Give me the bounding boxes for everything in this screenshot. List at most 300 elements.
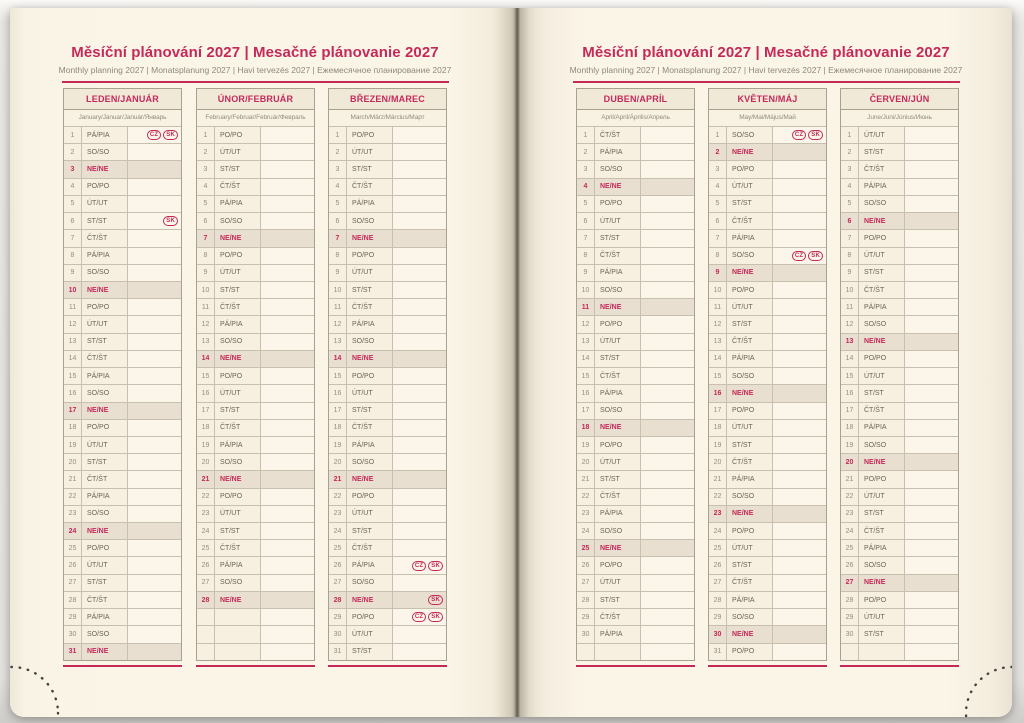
day-abbrev: ST/ST [215, 161, 261, 177]
day-note-cell [261, 557, 314, 573]
day-number: 31 [709, 644, 727, 660]
day-number: 28 [709, 592, 727, 608]
day-abbrev: PO/PO [727, 161, 773, 177]
day-row [64, 213, 181, 230]
day-abbrev: NE/NE [215, 351, 261, 367]
day-row [709, 230, 826, 247]
day-note-cell [773, 454, 826, 470]
day-row [329, 334, 446, 351]
day-row [197, 609, 314, 626]
day-abbrev: ÚT/UT [82, 316, 128, 332]
day-note-cell [128, 334, 181, 350]
day-number: 22 [841, 489, 859, 505]
day-note-cell [128, 351, 181, 367]
day-abbrev: SO/SO [82, 626, 128, 642]
day-abbrev: PÁ/PIA [347, 316, 393, 332]
day-row [841, 506, 958, 523]
day-note-cell [261, 196, 314, 212]
day-note-cell [261, 316, 314, 332]
day-abbrev: ČT/ŠT [82, 230, 128, 246]
day-abbrev: ÚT/UT [727, 540, 773, 556]
day-row [329, 540, 446, 557]
day-note-cell [905, 316, 958, 332]
day-abbrev: ČT/ŠT [727, 454, 773, 470]
day-note-cell [128, 644, 181, 660]
day-number: 7 [841, 230, 859, 246]
day-note-cell [773, 127, 826, 143]
month-days [841, 127, 958, 660]
day-abbrev: PO/PO [859, 351, 905, 367]
day-abbrev: ČT/ŠT [82, 592, 128, 608]
day-note-cell [905, 127, 958, 143]
day-note-cell [261, 127, 314, 143]
day-note-cell [641, 230, 694, 246]
day-row [329, 127, 446, 144]
day-note-cell [128, 609, 181, 625]
day-note-cell [905, 592, 958, 608]
day-abbrev: ČT/ŠT [727, 213, 773, 229]
day-number: 27 [841, 575, 859, 591]
day-row [841, 454, 958, 471]
day-row [841, 471, 958, 488]
day-abbrev: ST/ST [859, 626, 905, 642]
day-note-cell [393, 144, 446, 160]
day-row [197, 213, 314, 230]
day-abbrev: ST/ST [347, 161, 393, 177]
day-note-cell [773, 506, 826, 522]
day-row [841, 334, 958, 351]
day-number: 9 [197, 265, 215, 281]
month-underline [708, 665, 827, 667]
month-table [63, 88, 182, 661]
day-number [577, 644, 595, 660]
day-row [841, 626, 958, 643]
day-number: 19 [841, 437, 859, 453]
day-number: 4 [577, 179, 595, 195]
day-number: 30 [577, 626, 595, 642]
day-note-cell [773, 575, 826, 591]
day-note-cell [773, 626, 826, 642]
day-note-cell [905, 248, 958, 264]
day-note-cell [905, 557, 958, 573]
day-number: 17 [709, 403, 727, 419]
day-note-cell [261, 334, 314, 350]
day-note-cell [641, 489, 694, 505]
day-note-cell [773, 523, 826, 539]
day-row [329, 506, 446, 523]
day-row [577, 248, 694, 265]
day-row [577, 230, 694, 247]
day-number: 8 [329, 248, 347, 264]
day-number: 13 [329, 334, 347, 350]
day-abbrev: ST/ST [859, 265, 905, 281]
day-number: 26 [197, 557, 215, 573]
day-note-cell [905, 609, 958, 625]
day-row [709, 626, 826, 643]
day-note-cell [393, 471, 446, 487]
day-abbrev: PÁ/PIA [727, 471, 773, 487]
day-note-cell [905, 506, 958, 522]
holiday-badge-cz: CZ [792, 251, 806, 261]
day-note-cell [393, 592, 446, 608]
day-note-cell [773, 557, 826, 573]
month-name: KVĚTEN/MÁJ [709, 89, 826, 110]
day-note-cell [905, 213, 958, 229]
day-abbrev: SO/SO [347, 334, 393, 350]
page-title: Měsíční plánování 2027 | Mesačné plánovanie 2027 [71, 44, 439, 61]
holiday-badge-cz: CZ [412, 612, 426, 622]
day-abbrev: PO/PO [727, 403, 773, 419]
day-note-cell [641, 557, 694, 573]
holiday-badge-sk: SK [808, 130, 823, 140]
day-abbrev: NE/NE [595, 420, 641, 436]
day-row [709, 334, 826, 351]
day-number: 11 [64, 299, 82, 315]
day-number: 31 [64, 644, 82, 660]
day-note-cell [641, 127, 694, 143]
day-abbrev: PO/PO [215, 127, 261, 143]
day-number: 12 [197, 316, 215, 332]
day-note-cell [261, 248, 314, 264]
day-number: 15 [841, 368, 859, 384]
day-row [709, 506, 826, 523]
day-number: 2 [64, 144, 82, 160]
day-note-cell [393, 230, 446, 246]
day-note-cell [128, 506, 181, 522]
day-note-cell [128, 282, 181, 298]
day-note-cell [128, 403, 181, 419]
day-row [64, 523, 181, 540]
day-row [577, 644, 694, 660]
day-number: 20 [577, 454, 595, 470]
book-spine [497, 8, 537, 717]
day-abbrev: PÁ/PIA [595, 144, 641, 160]
day-number: 14 [197, 351, 215, 367]
day-abbrev: ČT/ŠT [595, 127, 641, 143]
day-note-cell [261, 179, 314, 195]
day-number: 29 [841, 609, 859, 625]
day-number: 8 [197, 248, 215, 264]
day-number: 16 [197, 385, 215, 401]
day-row [64, 282, 181, 299]
day-abbrev: SO/SO [727, 248, 773, 264]
month-languages: June/Juni/Június/Июнь [841, 110, 958, 127]
day-abbrev: ÚT/UT [215, 385, 261, 401]
day-row [577, 454, 694, 471]
day-number: 23 [841, 506, 859, 522]
day-number: 25 [709, 540, 727, 556]
day-note-cell [393, 609, 446, 625]
day-number: 21 [577, 471, 595, 487]
day-row [64, 127, 181, 144]
day-number: 13 [709, 334, 727, 350]
day-abbrev: ST/ST [82, 454, 128, 470]
day-abbrev: PÁ/PIA [859, 299, 905, 315]
day-number: 21 [197, 471, 215, 487]
day-abbrev [215, 644, 261, 660]
day-note-cell [905, 368, 958, 384]
day-abbrev: ČT/ŠT [347, 179, 393, 195]
day-number: 27 [329, 575, 347, 591]
day-row [197, 489, 314, 506]
day-abbrev: ÚT/UT [595, 213, 641, 229]
month-grid [63, 88, 182, 661]
day-abbrev: PÁ/PIA [595, 265, 641, 281]
day-note-cell [773, 540, 826, 556]
day-row [577, 368, 694, 385]
day-abbrev: PO/PO [859, 471, 905, 487]
day-number: 25 [329, 540, 347, 556]
day-abbrev: ČT/ŠT [859, 523, 905, 539]
day-abbrev: ÚT/UT [347, 265, 393, 281]
month-days [64, 127, 181, 660]
day-abbrev: ÚT/UT [82, 196, 128, 212]
day-note-cell [641, 609, 694, 625]
day-abbrev: SO/SO [347, 575, 393, 591]
day-row [577, 282, 694, 299]
day-row [197, 179, 314, 196]
day-row [841, 368, 958, 385]
day-note-cell [128, 385, 181, 401]
day-row [841, 420, 958, 437]
day-row [709, 385, 826, 402]
day-row [64, 144, 181, 161]
day-abbrev: ÚT/UT [859, 489, 905, 505]
day-number: 4 [329, 179, 347, 195]
day-row [577, 144, 694, 161]
day-number: 17 [577, 403, 595, 419]
day-number: 26 [329, 557, 347, 573]
day-note-cell [261, 230, 314, 246]
day-note-cell [128, 248, 181, 264]
day-row [709, 213, 826, 230]
day-abbrev: SO/SO [82, 506, 128, 522]
corner-perforation-arc-left [10, 653, 72, 717]
day-number: 10 [197, 282, 215, 298]
day-note-cell [641, 368, 694, 384]
day-row [197, 523, 314, 540]
day-abbrev: PÁ/PIA [215, 557, 261, 573]
day-note-cell [641, 144, 694, 160]
day-row [577, 179, 694, 196]
day-number: 25 [577, 540, 595, 556]
month-name: LEDEN/JANUÁR [64, 89, 181, 110]
day-note-cell [128, 540, 181, 556]
day-number: 6 [841, 213, 859, 229]
day-note-cell [261, 351, 314, 367]
day-row [64, 385, 181, 402]
day-abbrev: SO/SO [82, 385, 128, 401]
day-number: 9 [709, 265, 727, 281]
day-row [577, 127, 694, 144]
day-number: 27 [709, 575, 727, 591]
day-note-cell [261, 523, 314, 539]
day-note-cell [128, 144, 181, 160]
day-abbrev: ST/ST [727, 196, 773, 212]
day-number: 12 [64, 316, 82, 332]
day-abbrev: PO/PO [82, 299, 128, 315]
day-number: 12 [577, 316, 595, 332]
day-note-cell [773, 248, 826, 264]
day-row [197, 282, 314, 299]
month-table [328, 88, 447, 661]
day-abbrev: ČT/ŠT [595, 609, 641, 625]
day-abbrev: PÁ/PIA [859, 179, 905, 195]
day-abbrev: ČT/ŠT [727, 575, 773, 591]
day-number: 5 [197, 196, 215, 212]
day-note-cell [905, 523, 958, 539]
day-number: 30 [64, 626, 82, 642]
day-abbrev: NE/NE [727, 626, 773, 642]
day-abbrev: SO/SO [347, 213, 393, 229]
day-note-cell [773, 316, 826, 332]
day-note-cell [393, 127, 446, 143]
day-note-cell [641, 626, 694, 642]
day-row [709, 299, 826, 316]
day-row [577, 265, 694, 282]
day-abbrev: SO/SO [215, 575, 261, 591]
day-note-cell [773, 334, 826, 350]
day-number: 3 [841, 161, 859, 177]
day-note-cell [905, 334, 958, 350]
day-row [577, 506, 694, 523]
day-row [64, 609, 181, 626]
corner-perforation-arc-right [952, 653, 1012, 717]
day-number: 2 [577, 144, 595, 160]
day-note-cell [128, 420, 181, 436]
day-abbrev: ÚT/UT [347, 385, 393, 401]
day-row [709, 127, 826, 144]
day-number: 25 [197, 540, 215, 556]
day-number: 3 [577, 161, 595, 177]
day-note-cell [905, 230, 958, 246]
month-grid [196, 88, 315, 661]
day-number: 4 [841, 179, 859, 195]
day-note-cell [905, 644, 958, 660]
month-grid [840, 88, 959, 661]
day-abbrev: SO/SO [859, 437, 905, 453]
day-number: 18 [841, 420, 859, 436]
day-row [197, 161, 314, 178]
day-note-cell [905, 420, 958, 436]
day-number: 1 [197, 127, 215, 143]
day-number: 26 [709, 557, 727, 573]
day-number: 19 [577, 437, 595, 453]
day-note-cell [128, 592, 181, 608]
day-note-cell [261, 471, 314, 487]
day-number: 15 [329, 368, 347, 384]
day-row [577, 471, 694, 488]
day-abbrev: NE/NE [347, 351, 393, 367]
holiday-badge-sk: SK [428, 595, 443, 605]
day-number: 20 [64, 454, 82, 470]
day-abbrev: PO/PO [347, 127, 393, 143]
month-name: DUBEN/APRÍL [577, 89, 694, 110]
day-row [577, 420, 694, 437]
day-number: 11 [329, 299, 347, 315]
day-row [709, 316, 826, 333]
day-number: 28 [841, 592, 859, 608]
day-row [329, 196, 446, 213]
day-number: 5 [841, 196, 859, 212]
day-abbrev: ÚT/UT [215, 265, 261, 281]
day-row [329, 420, 446, 437]
day-abbrev: ST/ST [727, 437, 773, 453]
day-abbrev: PÁ/PIA [82, 368, 128, 384]
day-note-cell [128, 179, 181, 195]
day-number: 11 [197, 299, 215, 315]
day-row [64, 575, 181, 592]
day-number: 30 [709, 626, 727, 642]
day-number: 13 [577, 334, 595, 350]
day-abbrev: PÁ/PIA [727, 230, 773, 246]
day-note-cell [261, 299, 314, 315]
day-abbrev: NE/NE [859, 454, 905, 470]
day-row [64, 368, 181, 385]
day-abbrev: SO/SO [595, 523, 641, 539]
day-abbrev: NE/NE [215, 471, 261, 487]
day-number: 4 [197, 179, 215, 195]
day-row [577, 523, 694, 540]
day-note-cell [128, 265, 181, 281]
day-abbrev: NE/NE [215, 230, 261, 246]
day-row [329, 644, 446, 660]
day-abbrev: ÚT/UT [595, 334, 641, 350]
day-note-cell [393, 282, 446, 298]
day-abbrev: ČT/ŠT [347, 420, 393, 436]
day-note-cell [393, 523, 446, 539]
day-row [197, 557, 314, 574]
day-abbrev: PÁ/PIA [82, 127, 128, 143]
day-abbrev: ÚT/UT [82, 437, 128, 453]
day-abbrev: ÚT/UT [727, 179, 773, 195]
day-number: 28 [197, 592, 215, 608]
day-abbrev: SO/SO [82, 265, 128, 281]
day-number [197, 644, 215, 660]
day-number: 7 [577, 230, 595, 246]
day-row [64, 161, 181, 178]
day-number: 22 [329, 489, 347, 505]
day-number: 3 [64, 161, 82, 177]
day-row [197, 420, 314, 437]
day-abbrev: NE/NE [347, 592, 393, 608]
day-number: 18 [329, 420, 347, 436]
day-note-cell [905, 489, 958, 505]
title-divider [573, 81, 960, 83]
day-abbrev: ST/ST [82, 334, 128, 350]
day-number: 1 [64, 127, 82, 143]
day-abbrev: ST/ST [859, 144, 905, 160]
day-number: 7 [197, 230, 215, 246]
day-row [329, 575, 446, 592]
day-row [64, 420, 181, 437]
day-note-cell [641, 592, 694, 608]
day-row [64, 179, 181, 196]
day-row [709, 557, 826, 574]
day-abbrev: PO/PO [82, 420, 128, 436]
day-row [709, 179, 826, 196]
day-abbrev: NE/NE [859, 213, 905, 229]
day-note-cell [261, 368, 314, 384]
day-abbrev: ČT/ŠT [215, 540, 261, 556]
day-abbrev: NE/NE [347, 230, 393, 246]
holiday-badge-cz: CZ [792, 130, 806, 140]
day-number: 5 [577, 196, 595, 212]
day-number: 3 [197, 161, 215, 177]
day-row [709, 420, 826, 437]
day-number: 16 [709, 385, 727, 401]
day-number: 24 [197, 523, 215, 539]
